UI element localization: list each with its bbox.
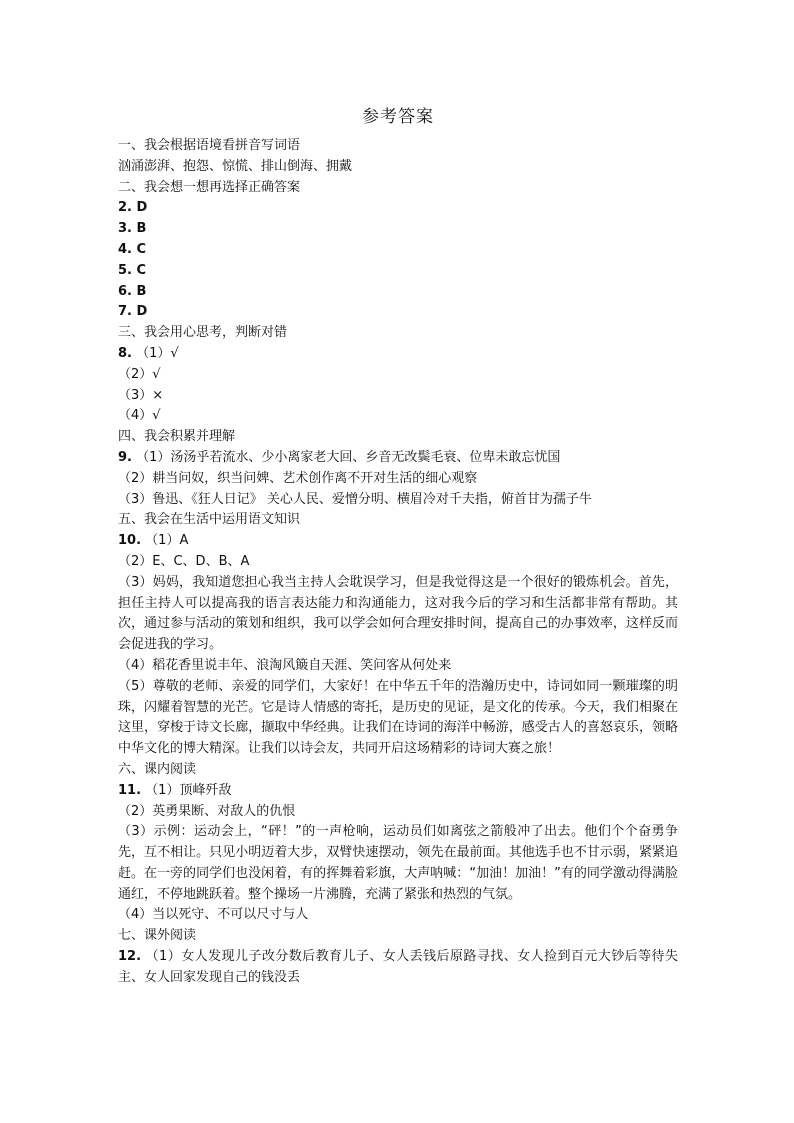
answer-q5: 5. C (118, 262, 147, 278)
answer-q8-2: （2）√ (118, 366, 161, 382)
section-2-heading: 二、我会想一想再选择正确答案 (118, 179, 301, 195)
answer-q8-3: （3）× (118, 387, 164, 403)
answer-q10-1-text: （1）A (145, 533, 189, 549)
question-number-10: 10. (118, 533, 142, 549)
answer-q8-1-text: （1）√ (136, 345, 179, 361)
answer-q10-5: （5）尊敬的老师、亲爱的同学们，大家好！在中华五千年的浩瀚历史中，诗词如同一颗璀璨的明珠，闪耀着智慧的光芒。它是诗人情感的寄托，是历史的见证，是文化的传承。今天，我们相聚在这里，穿梭于诗文长廊，撷取中华经典。让我们在诗词的海洋中畅游，感受古人的喜怒哀乐，领略中华文化的博大精深。让我们以诗会友，共同开启这场精彩的诗词大赛之旅！ (118, 678, 678, 757)
section-4-heading: 四、我会积累并理解 (118, 429, 236, 445)
answer-q9-1 (118, 448, 678, 469)
answer-q8-1 (118, 344, 678, 365)
answer-q10-2: （2）E、C、D、B、A (118, 553, 250, 569)
answer-q7: 7. D (118, 304, 148, 320)
answer-q11-4: （4）当以死守、不可以尺寸与人 (118, 907, 309, 923)
answer-q11-1 (118, 781, 678, 802)
section-3-heading: 三、我会用心思考，判断对错 (118, 325, 288, 341)
section-1-answer: 汹涌澎湃、抱怨、惊慌、排山倒海、拥戴 (118, 158, 353, 174)
question-number-8: 8. (118, 345, 132, 361)
section-6-heading: 六、课内阅读 (118, 761, 197, 777)
section-5-heading: 五、我会在生活中运用语文知识 (118, 512, 301, 528)
section-1-heading: 一、我会根据语境看拼音写词语 (118, 138, 301, 153)
section-7-heading: 七、课外阅读 (118, 928, 197, 944)
answer-q11-2: （2）英勇果断、对敌人的仇恨 (118, 803, 296, 819)
answer-q11-1-text: （1）顶峰歼敌 (145, 782, 232, 798)
answer-q8-4: （4）√ (118, 408, 161, 424)
answer-q4: 4. C (118, 241, 147, 257)
answer-q12-1 (118, 947, 678, 989)
question-number-9: 9. (118, 449, 132, 465)
answer-q11-3: （3）示例：运动会上，“砰！”的一声枪响，运动员们如离弦之箭般冲了出去。他们个个奋勇争先，互不相让。只见小明迈着大步，双臂快速摆动，领先在最前面。其他选手也不甘示弱，紧紧追赶。在一旁的同学们也没闲着，有的挥舞着彩旗，大声呐喊：“加油！加油！”有的同学激动得满脸通红，不停地跳跃着。整个操场一片沸腾，充满了紧张和热烈的气氛。 (118, 824, 678, 902)
answer-q9-2: （2）耕当问奴，织当问婢、艺术创作离不开对生活的细心观察 (118, 470, 478, 486)
question-number-11: 11. (118, 782, 142, 798)
answer-q3: 3. B (118, 221, 147, 237)
answer-document (118, 104, 678, 989)
answer-q2: 2. D (118, 200, 148, 216)
answer-q9-1-text: （1）汤汤乎若流水、少小离家老大回、乡音无改鬓毛衰、位卑未敢忘忧国 (136, 449, 561, 465)
question-number-12: 12. (118, 949, 142, 965)
answer-q10-4: （4）稻花香里说丰年、浪淘风簸自天涯、笑问客从何处来 (118, 657, 452, 673)
answer-q6: 6. B (118, 283, 147, 299)
page-title: 参考答案 (362, 107, 434, 127)
answer-q9-3: （3）鲁迅、《狂人日记》 关心人民、爱憎分明、横眉冷对千夫指，俯首甘为孺子牛 (118, 491, 592, 507)
answer-q10-1 (118, 531, 678, 552)
answer-q12-1-text: （1）女人发现儿子改分数后教育儿子、女人丢钱后原路寻找、女人捡到百元大钞后等待失主、女人回家发现自己的钱没丢 (118, 949, 678, 985)
answer-q10-3: （3）妈妈，我知道您担心我当主持人会耽误学习，但是我觉得这是一个很好的锻炼机会。首先，担任主持人可以提高我的语言表达能力和沟通能力，这对我今后的学习和生活都非常有帮助。其次，通过参与活动的策划和组织，我可以学会如何合理安排时间，提高自己的办事效率，这样反而会促进我的学习。 (118, 574, 678, 653)
